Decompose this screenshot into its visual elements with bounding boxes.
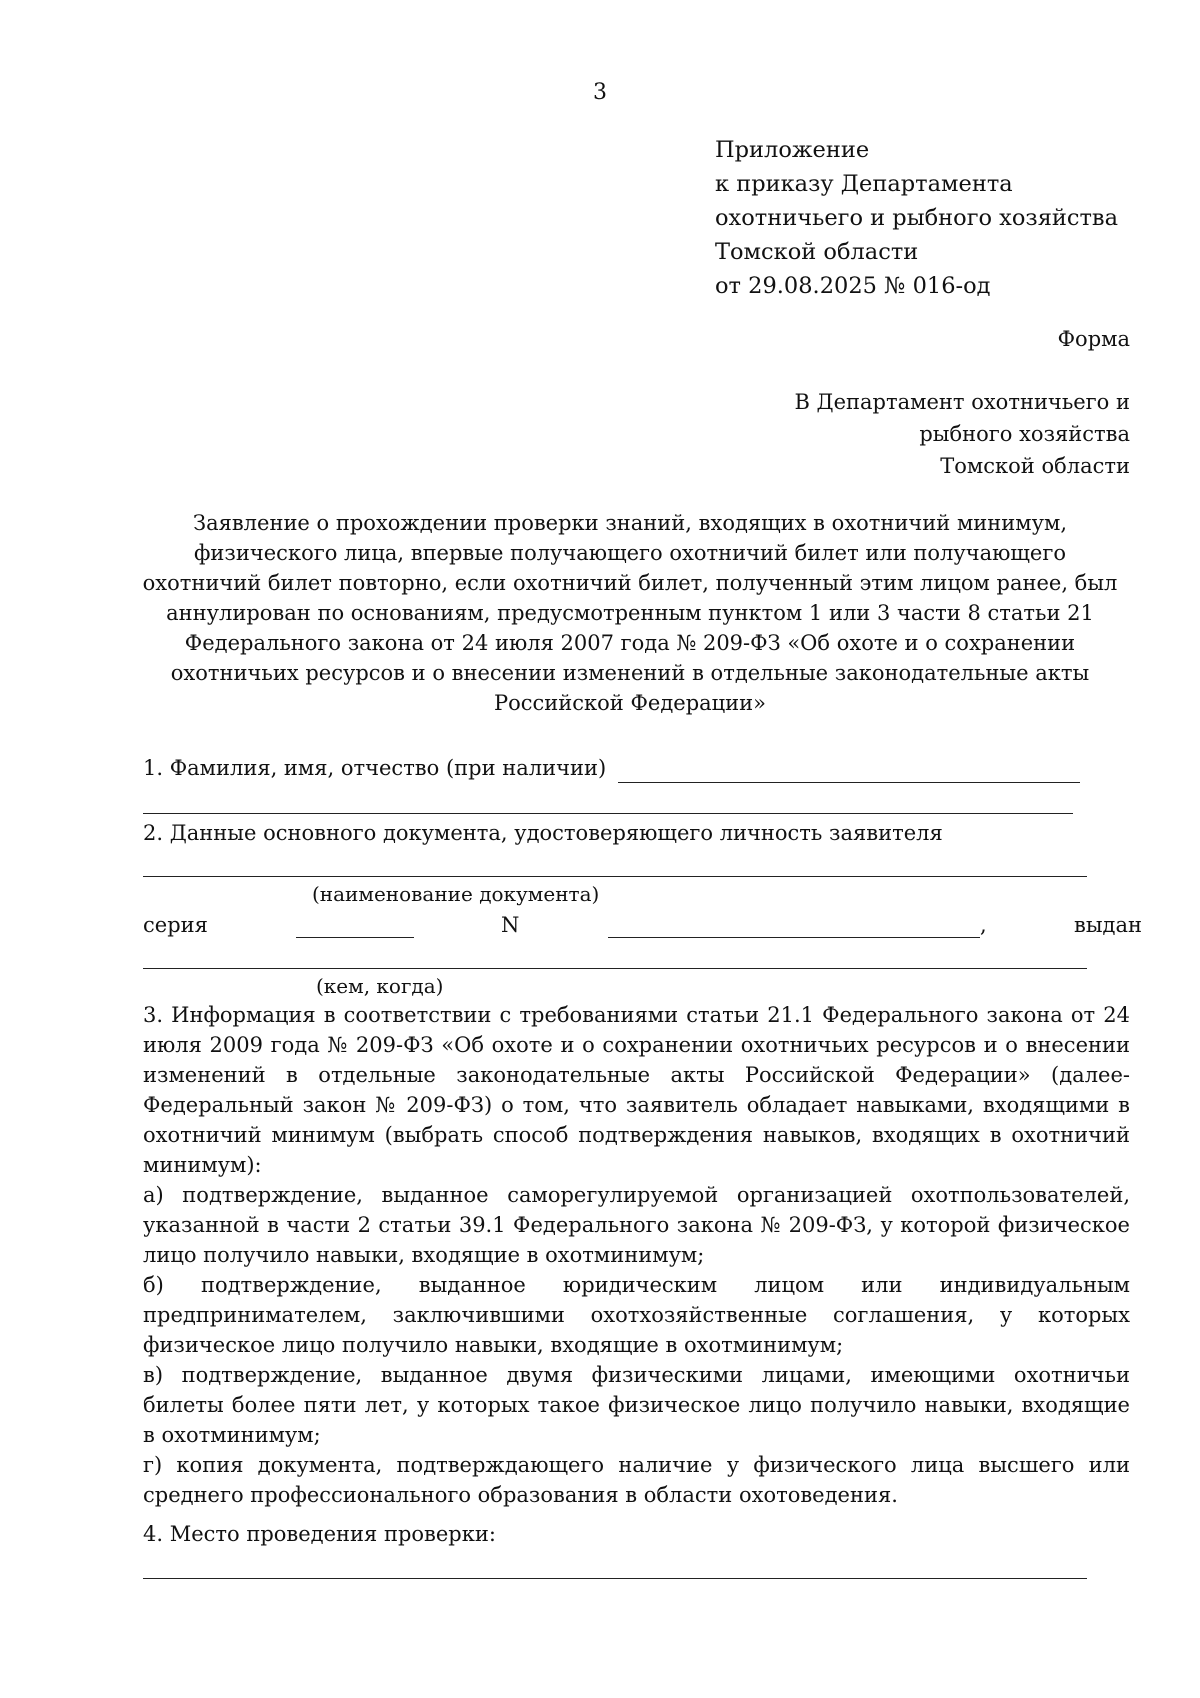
issued-label: выдан (1074, 913, 1142, 937)
option-a: а) подтверждение, выданное саморегулируемой организацией охотпользователей, указанной в части 2 статьи 39.1 Федерального закона № 209-ФЗ, у которой физическое лицо получило навыки, входящие в охотминимум; (143, 1183, 1130, 1267)
appendix-line: к приказу Департамента (715, 171, 1013, 197)
number-comma: , (980, 913, 987, 937)
identity-document-label: 2. Данные основного документа, удостоверяющего личность заявителя (143, 821, 943, 845)
appendix-block (715, 133, 1118, 303)
application-title: Заявление о прохождении проверки знаний, входящих в охотничий минимум, физического лица, впервые получающего охотничий билет или получающего охотничий билет повторно, если охотничий билет, полученный этим лицом ранее, был аннулирован по основаниям, предусмотренным пунктом 1 или 3 части 8 статьи 21 Федерального закона от 24 июля 2007 года № 209-ФЗ «Об охоте и о сохранении охотничьих ресурсов и о внесении изменений в отдельные законодательные акты Российской Федерации» (142, 511, 1118, 715)
addressee-line: Томской области (940, 454, 1130, 478)
section-3 (143, 1000, 1130, 1510)
number-line[interactable] (608, 937, 980, 938)
addressee-block (794, 386, 1130, 482)
form-label: Форма (1057, 327, 1130, 351)
series-line[interactable] (296, 937, 414, 938)
appendix-line: Томской области (715, 239, 919, 265)
option-g: г) копия документа, подтверждающего наличие у физического лица высшего или среднего профессионального образования в области охотоведения. (143, 1453, 1130, 1507)
series-label: серия (143, 913, 208, 937)
full-name-label: 1. Фамилия, имя, отчество (при наличии) (143, 756, 607, 780)
number-label: N (501, 913, 520, 937)
option-b: б) подтверждение, выданное юридическим лицом или индивидуальным предпринимателем, заключившими охотхозяйственные соглашения, у которых физическое лицо получило навыки, входящие в охотминимум; (143, 1273, 1130, 1357)
issued-by-line[interactable] (143, 968, 1087, 969)
addressee-line: В Департамент охотничьего и (794, 390, 1130, 414)
page-number: 3 (593, 80, 607, 105)
full-name-line[interactable] (618, 782, 1080, 783)
document-name-line[interactable] (143, 876, 1087, 877)
document-name-caption: (наименование документа) (312, 882, 600, 906)
appendix-line: Приложение (715, 137, 870, 163)
option-v: в) подтверждение, выданное двумя физическими лицами, имеющими охотничьи билеты более пяти лет, у которых такое физическое лицо получило навыки, входящие в охотминимум; (143, 1363, 1130, 1447)
appendix-line: от 29.08.2025 № 016-од (715, 273, 991, 299)
check-location-label: 4. Место проведения проверки: (143, 1522, 496, 1546)
full-name-line-continued[interactable] (143, 813, 1073, 814)
section-3-intro: 3. Информация в соответствии с требованиями статьи 21.1 Федерального закона от 24 июля 2009 года № 209-ФЗ «Об охоте и о сохранении охотничьих ресурсов и о внесении изменений в отдельные законодательные акты Российской Федерации» (далее- Федеральный закон № 209-ФЗ) о том, что заявитель обладает навыками, входящими в охотничий минимум (выбрать способ подтверждения навыков, входящих в охотничий минимум): (143, 1003, 1130, 1177)
appendix-line: охотничьего и рыбного хозяйства (715, 205, 1119, 231)
issued-by-caption: (кем, когда) (316, 974, 444, 998)
addressee-line: рыбного хозяйства (919, 422, 1130, 446)
check-location-line[interactable] (143, 1578, 1087, 1579)
